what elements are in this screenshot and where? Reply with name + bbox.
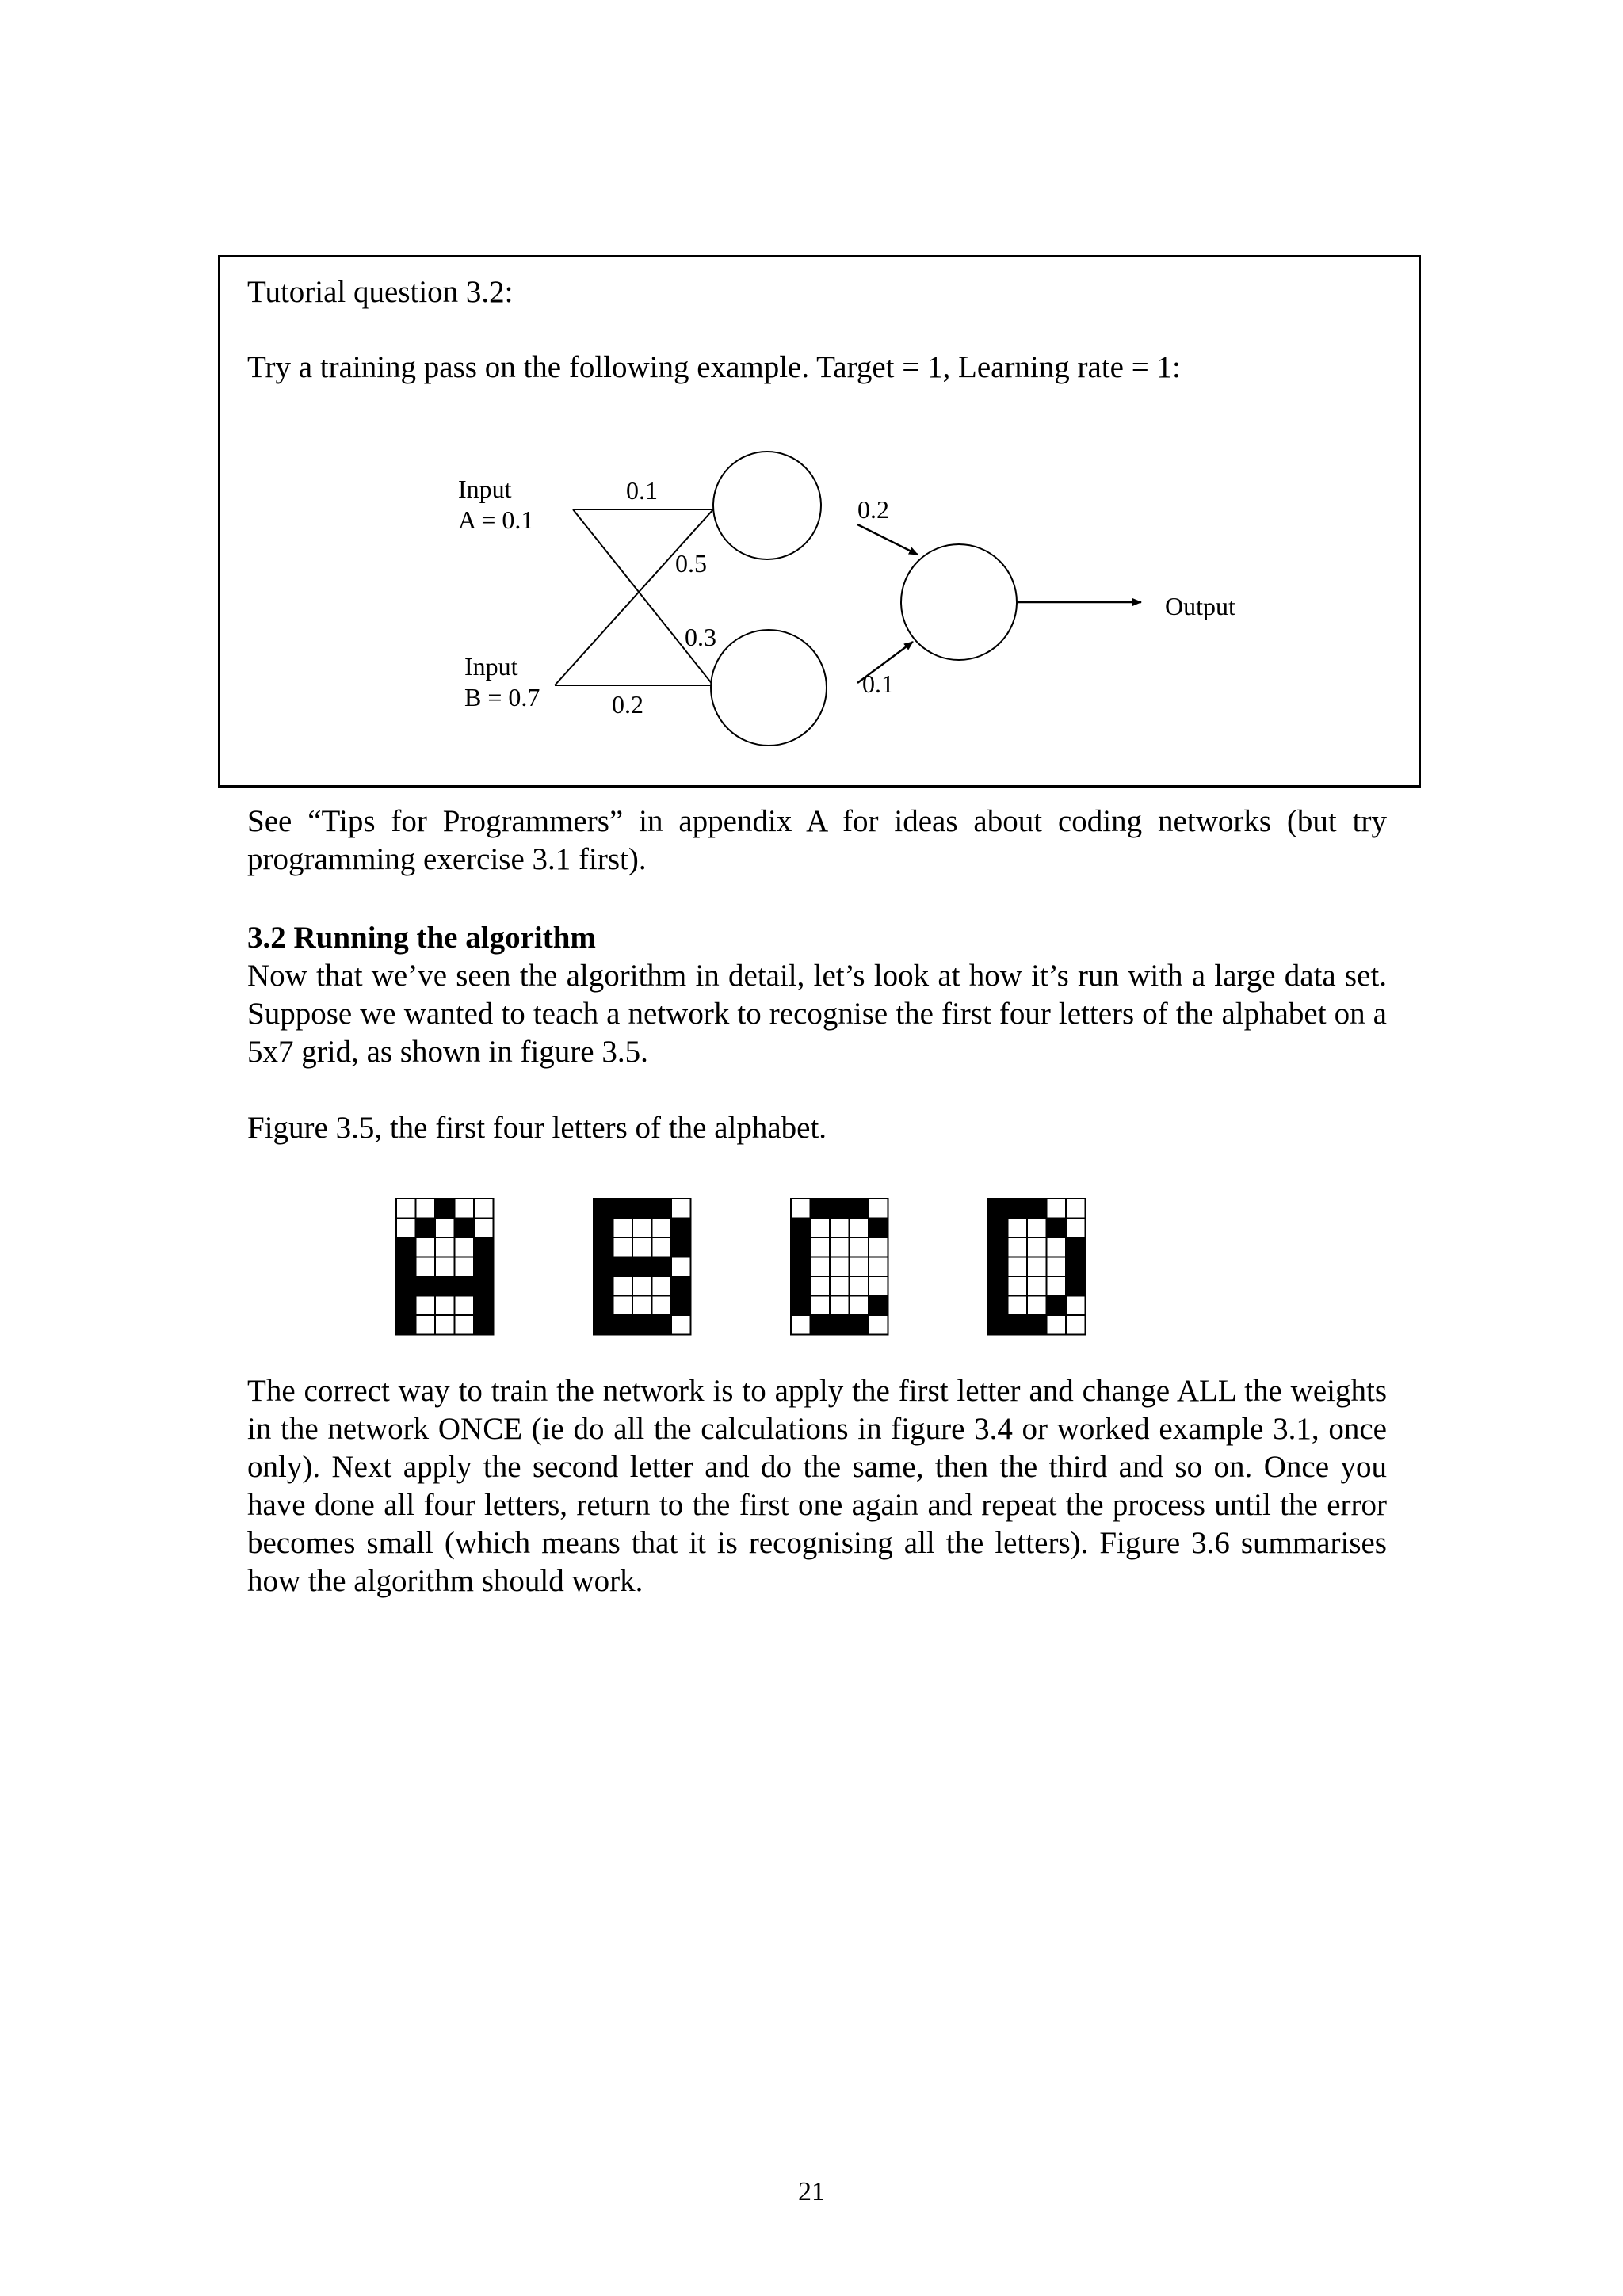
letter-grid-c xyxy=(791,1199,888,1335)
grid-cell xyxy=(632,1315,652,1335)
grid-cell xyxy=(850,1257,869,1277)
weight-a-top: 0.1 xyxy=(626,476,658,505)
grid-cell xyxy=(869,1219,888,1238)
grid-cell xyxy=(455,1199,475,1219)
grid-cell xyxy=(850,1296,869,1316)
grid-cell xyxy=(850,1315,869,1335)
grid-cell xyxy=(671,1219,691,1238)
grid-cell xyxy=(474,1238,494,1257)
grid-cell xyxy=(988,1276,1008,1296)
grid-cell xyxy=(791,1276,811,1296)
grid-cell xyxy=(416,1238,436,1257)
grid-cell xyxy=(791,1199,811,1219)
page-number: 21 xyxy=(798,2177,825,2206)
grid-cell xyxy=(652,1296,672,1316)
letter-grid-d xyxy=(988,1199,1086,1335)
grid-cell xyxy=(830,1219,850,1238)
grid-cell xyxy=(396,1276,416,1296)
weight-b-top: 0.3 xyxy=(685,623,716,651)
grid-cell xyxy=(1008,1199,1028,1219)
grid-cell xyxy=(811,1315,831,1335)
grid-cell xyxy=(1027,1257,1047,1277)
grid-cell xyxy=(594,1238,613,1257)
grid-cell xyxy=(435,1257,455,1277)
grid-cell xyxy=(594,1219,613,1238)
grid-cell xyxy=(613,1199,633,1219)
grid-cell xyxy=(1047,1219,1067,1238)
grid-cell xyxy=(1066,1219,1086,1238)
grid-cell xyxy=(435,1315,455,1335)
grid-cell xyxy=(652,1276,672,1296)
grid-cell xyxy=(455,1276,475,1296)
grid-cell xyxy=(474,1315,494,1335)
grid-cell xyxy=(1027,1219,1047,1238)
grid-cell xyxy=(1027,1199,1047,1219)
figure-caption: Figure 3.5, the first four letters of the alphabet. xyxy=(247,1111,827,1145)
grid-cell xyxy=(1027,1238,1047,1257)
grid-cell xyxy=(811,1296,831,1316)
grid-cell xyxy=(632,1276,652,1296)
grid-cell xyxy=(830,1315,850,1335)
grid-cell xyxy=(613,1315,633,1335)
grid-cell xyxy=(1008,1296,1028,1316)
grid-cell xyxy=(1066,1296,1086,1316)
grid-cell xyxy=(435,1199,455,1219)
grid-cell xyxy=(435,1296,455,1316)
grid-cell xyxy=(1066,1276,1086,1296)
weight-bottom-output: 0.1 xyxy=(862,669,894,698)
grid-cell xyxy=(613,1276,633,1296)
tutorial-instruction: Try a training pass on the following example. Target = 1, Learning rate = 1: xyxy=(247,350,1181,384)
grid-cell xyxy=(850,1199,869,1219)
grid-cell xyxy=(869,1257,888,1277)
grid-cell xyxy=(416,1257,436,1277)
grid-cell xyxy=(850,1219,869,1238)
grid-cell xyxy=(811,1276,831,1296)
grid-cell xyxy=(671,1238,691,1257)
grid-cell xyxy=(811,1238,831,1257)
grid-cell xyxy=(830,1257,850,1277)
grid-cell xyxy=(830,1296,850,1316)
grid-cell xyxy=(671,1296,691,1316)
grid-cell xyxy=(1008,1219,1028,1238)
grid-cell xyxy=(791,1257,811,1277)
grid-cell xyxy=(1047,1238,1067,1257)
grid-cell xyxy=(652,1238,672,1257)
grid-cell xyxy=(671,1257,691,1277)
letter-grid-b xyxy=(594,1199,691,1335)
grid-cell xyxy=(791,1296,811,1316)
grid-cell xyxy=(416,1199,436,1219)
grid-cell xyxy=(1066,1199,1086,1219)
grid-cell xyxy=(455,1296,475,1316)
grid-cell xyxy=(455,1257,475,1277)
grid-cell xyxy=(474,1219,494,1238)
grid-cell xyxy=(830,1276,850,1296)
grid-cell xyxy=(791,1315,811,1335)
tips-paragraph: See “Tips for Programmers” in appendix A for ideas about coding networks (but try programming exercise 3.1 first). xyxy=(247,804,1387,876)
grid-cell xyxy=(396,1219,416,1238)
grid-cell xyxy=(652,1219,672,1238)
input-b-value: B = 0.7 xyxy=(464,683,540,711)
grid-cell xyxy=(1066,1257,1086,1277)
grid-cell xyxy=(652,1257,672,1277)
grid-cell xyxy=(613,1219,633,1238)
grid-cell xyxy=(594,1296,613,1316)
weight-b-bottom: 0.2 xyxy=(612,690,643,719)
grid-cell xyxy=(474,1276,494,1296)
grid-cell xyxy=(632,1219,652,1238)
grid-cell xyxy=(652,1315,672,1335)
grid-cell xyxy=(632,1257,652,1277)
grid-cell xyxy=(632,1238,652,1257)
grid-cell xyxy=(632,1296,652,1316)
grid-cell xyxy=(1047,1276,1067,1296)
grid-cell xyxy=(671,1199,691,1219)
grid-cell xyxy=(613,1238,633,1257)
grid-cell xyxy=(1066,1238,1086,1257)
grid-cell xyxy=(594,1257,613,1277)
grid-cell xyxy=(416,1276,436,1296)
tutorial-title: Tutorial question 3.2: xyxy=(247,275,514,309)
grid-cell xyxy=(594,1199,613,1219)
grid-cell xyxy=(988,1296,1008,1316)
grid-cell xyxy=(850,1238,869,1257)
training-paragraph: The correct way to train the network is to apply the first letter and change ALL the weights in the network ONCE (ie do all the calculations in figure 3.4 or worked example 3.1, once only). Next apply the second letter and do the same, then the third and so on. Once you have done all four letters, return to the first one again and repeat the process until the error becomes small (which means that it is recognising all the letters). Figure 3.6 summarises how the algorithm should work. xyxy=(247,1374,1387,1598)
grid-cell xyxy=(474,1199,494,1219)
grid-cell xyxy=(396,1296,416,1316)
grid-cell xyxy=(594,1276,613,1296)
grid-cell xyxy=(869,1315,888,1335)
output-label: Output xyxy=(1165,592,1235,620)
letter-grid-a xyxy=(396,1199,494,1335)
grid-cell xyxy=(396,1257,416,1277)
grid-cell xyxy=(594,1315,613,1335)
grid-cell xyxy=(474,1257,494,1277)
grid-cell xyxy=(671,1315,691,1335)
grid-cell xyxy=(988,1199,1008,1219)
grid-cell xyxy=(1027,1276,1047,1296)
grid-cell xyxy=(988,1219,1008,1238)
section-heading: 3.2 Running the algorithm xyxy=(247,921,596,955)
grid-cell xyxy=(869,1238,888,1257)
grid-cell xyxy=(671,1276,691,1296)
section-body: Now that we’ve seen the algorithm in detail, let’s look at how it’s run with a large data set. Suppose we wanted to teach a network to recognise the first four letters of the alphabet on a 5x7 grid, as shown in figure 3.5. xyxy=(247,959,1387,1069)
grid-cell xyxy=(416,1296,436,1316)
grid-cell xyxy=(396,1199,416,1219)
grid-cell xyxy=(435,1238,455,1257)
grid-cell xyxy=(632,1199,652,1219)
grid-cell xyxy=(396,1238,416,1257)
grid-cell xyxy=(811,1219,831,1238)
grid-cell xyxy=(455,1238,475,1257)
grid-cell xyxy=(1008,1276,1028,1296)
grid-cell xyxy=(613,1296,633,1316)
grid-cell xyxy=(988,1257,1008,1277)
grid-cell xyxy=(1047,1257,1067,1277)
grid-cell xyxy=(791,1219,811,1238)
grid-cell xyxy=(1008,1315,1028,1335)
grid-cell xyxy=(474,1296,494,1316)
grid-cell xyxy=(1008,1257,1028,1277)
grid-cell xyxy=(791,1238,811,1257)
grid-cell xyxy=(455,1219,475,1238)
grid-cell xyxy=(435,1276,455,1296)
grid-cell xyxy=(830,1199,850,1219)
grid-cell xyxy=(869,1276,888,1296)
grid-cell xyxy=(435,1219,455,1238)
input-a-value: A = 0.1 xyxy=(458,505,534,534)
grid-cell xyxy=(811,1257,831,1277)
grid-cell xyxy=(396,1315,416,1335)
grid-cell xyxy=(850,1276,869,1296)
grid-cell xyxy=(988,1315,1008,1335)
grid-cell xyxy=(1027,1315,1047,1335)
grid-cell xyxy=(1008,1238,1028,1257)
input-b-label: Input xyxy=(464,652,518,681)
grid-cell xyxy=(455,1315,475,1335)
grid-cell xyxy=(652,1199,672,1219)
grid-cell xyxy=(1047,1199,1067,1219)
grid-cell xyxy=(613,1257,633,1277)
grid-cell xyxy=(416,1315,436,1335)
grid-cell xyxy=(1047,1296,1067,1316)
grid-cell xyxy=(830,1238,850,1257)
input-a-label: Input xyxy=(458,475,512,503)
grid-cell xyxy=(811,1199,831,1219)
grid-cell xyxy=(1047,1315,1067,1335)
grid-cell xyxy=(1027,1296,1047,1316)
grid-cell xyxy=(869,1199,888,1219)
grid-cell xyxy=(869,1296,888,1316)
weight-top-output: 0.2 xyxy=(857,495,889,524)
grid-cell xyxy=(1066,1315,1086,1335)
grid-cell xyxy=(416,1219,436,1238)
grid-cell xyxy=(988,1238,1008,1257)
weight-a-bottom: 0.5 xyxy=(675,549,707,578)
